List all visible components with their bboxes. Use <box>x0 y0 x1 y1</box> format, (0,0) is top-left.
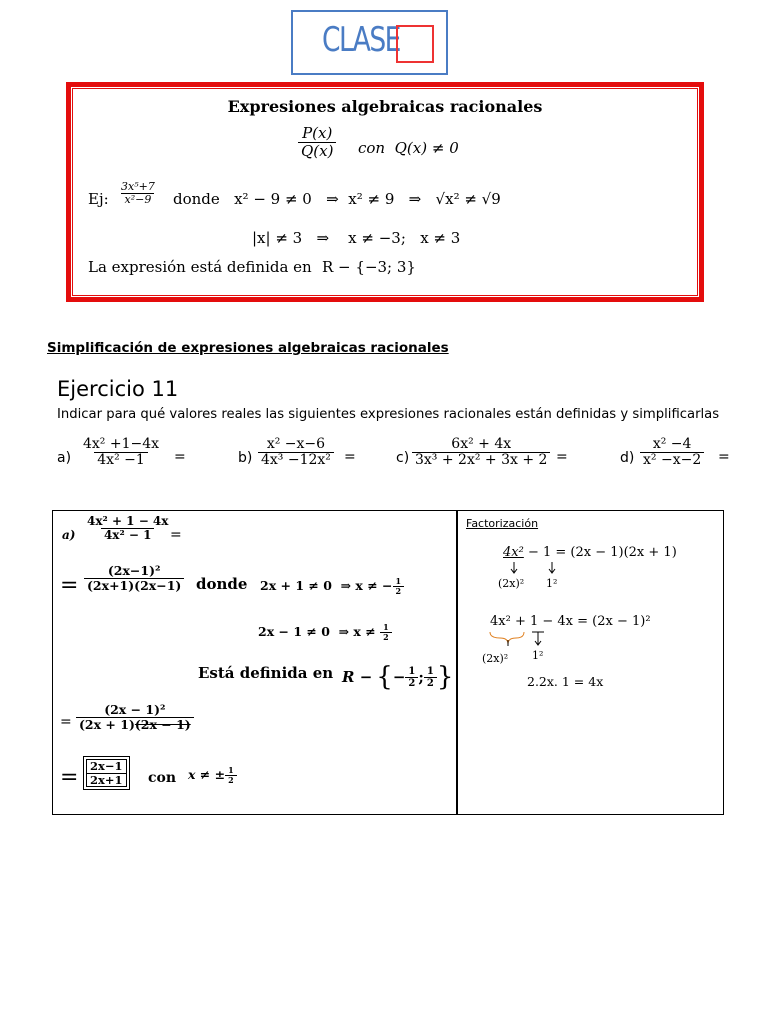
item-a-label: a) <box>57 450 72 466</box>
factor-line-3: 2.2x. 1 = 4x <box>527 674 604 689</box>
factor-line-1-b: − 1 = (2x − 1)(2x + 1) <box>523 545 677 560</box>
item-b-numerator: x² −x−6 <box>266 436 326 452</box>
step2-equals: = <box>60 714 72 730</box>
condition-1-text: 2x + 1 ≠ 0 ⇒ x ≠ − <box>260 577 393 593</box>
solution-table-divider <box>456 510 458 815</box>
factor-line-1-a: 4x² <box>503 545 524 560</box>
item-a-equals: = <box>174 449 186 465</box>
condition-2-half-num: 1 <box>383 622 389 632</box>
result-denominator: 2x+1 <box>87 773 126 787</box>
solution-a-numerator: 4x² + 1 − 4x <box>87 514 169 528</box>
item-c-numerator: 6x² + 4x <box>451 436 512 452</box>
fraction-denominator: Q(x) <box>298 142 336 160</box>
example-denominator: x²−9 <box>121 193 154 206</box>
fraction-numerator: P(x) <box>302 124 333 142</box>
step2-fraction <box>76 703 194 732</box>
item-d-expression <box>640 437 704 469</box>
item-a-numerator: 4x² +1−4x <box>83 436 160 452</box>
result-box <box>86 759 127 787</box>
absolute-value-line: |x| ≠ 3 ⇒ x ≠ −3; x ≠ 3 <box>252 229 461 247</box>
condition-2 <box>258 623 392 642</box>
defined-half-den-1: 2 <box>405 677 418 689</box>
step1-fraction <box>84 564 184 593</box>
final-condition-text: x ≠ ± <box>188 766 226 782</box>
factor-line-1 <box>503 545 677 560</box>
factor-line-2-sub-b: 1² <box>532 649 544 662</box>
defined-set-minus: − <box>392 668 406 686</box>
condition-1 <box>260 577 404 596</box>
final-half-den: 2 <box>225 775 237 785</box>
item-d-numerator: x² −4 <box>652 436 692 452</box>
solution-a-equals: = <box>170 527 182 543</box>
item-d-equals: = <box>718 449 730 465</box>
factor-line-2-sub-a: (2x)² <box>482 652 509 665</box>
example-label: Ej: <box>88 190 109 208</box>
right-brace: } <box>436 662 454 692</box>
step1-denominator: (2x+1)(2x−1) <box>84 578 184 593</box>
item-c-equals: = <box>556 449 568 465</box>
item-c-expression <box>412 437 550 469</box>
defined-half-num-2: 1 <box>426 665 434 677</box>
final-half-num: 1 <box>228 765 234 775</box>
condition-1-half-den: 2 <box>393 586 405 596</box>
factor-line-1-arrows <box>500 560 560 578</box>
example-fraction <box>118 181 158 206</box>
condition-2-text: 2x − 1 ≠ 0 ⇒ x ≠ <box>258 623 376 639</box>
exercise-instruction: Indicar para qué valores reales las siguientes expresiones racionales están definidas y simplificarlas <box>57 407 720 422</box>
step1-numerator: (2x−1)² <box>107 563 161 578</box>
factorization-title: Factorización <box>466 517 539 530</box>
item-b-equals: = <box>344 449 356 465</box>
item-c-denominator: 3x³ + 2x² + 3x + 2 <box>412 452 550 468</box>
defined-set-separator: ; <box>418 668 424 686</box>
final-condition <box>188 766 237 785</box>
domain-text: La expresión está definida en <box>88 258 312 276</box>
defined-set <box>342 662 453 692</box>
clase-logo-word: CLASE <box>322 20 400 60</box>
item-a-denominator: 4x² −1 <box>94 452 148 468</box>
exercise-title: Ejercicio 11 <box>57 377 179 401</box>
definition-title: Expresiones algebraicas racionales <box>227 97 543 116</box>
step2-denominator-a: (2x + 1) <box>79 716 135 732</box>
condition-2-half-den: 2 <box>380 632 392 642</box>
defined-set-prefix: R − <box>342 668 373 686</box>
condition-1-half-num: 1 <box>395 576 402 586</box>
item-d-denominator: x² −x−2 <box>640 452 704 468</box>
factor-line-2-braces <box>488 630 548 650</box>
example-chain: donde x² − 9 ≠ 0 ⇒ x² ≠ 9 ⇒ √x² ≠ √9 <box>173 190 501 208</box>
item-b-label: b) <box>238 450 253 466</box>
defined-half-num-1: 1 <box>408 665 416 677</box>
solution-a-denominator: 4x² − 1 <box>101 528 155 542</box>
solution-a-label: a) <box>62 528 76 542</box>
defined-text: Está definida en <box>198 664 334 682</box>
factor-line-1-sub-b: 1² <box>546 577 558 590</box>
factor-line-2: 4x² + 1 − 4x = (2x − 1)² <box>490 614 651 629</box>
clase-logo-box <box>396 25 434 63</box>
item-b-expression <box>258 437 334 469</box>
item-d-label: d) <box>620 450 635 466</box>
defined-half-den-2: 2 <box>424 677 437 689</box>
definition-fraction <box>298 125 336 159</box>
con-label: con <box>148 770 177 786</box>
item-c-label: c) <box>396 450 410 466</box>
example-numerator: 3x⁵+7 <box>121 180 155 193</box>
definition-condition: con Q(x) ≠ 0 <box>358 139 459 157</box>
domain-set: R − {−3; 3} <box>322 258 416 276</box>
donde-label: donde <box>196 575 248 593</box>
item-a-expression <box>80 437 162 469</box>
step1-equals: = <box>60 573 79 598</box>
factor-line-1-sub-a: (2x)² <box>498 577 525 590</box>
solution-a-fraction <box>84 515 171 542</box>
result-numerator: 2x−1 <box>90 759 123 773</box>
left-brace: { <box>376 662 393 692</box>
step2-numerator: (2x − 1)² <box>104 702 166 717</box>
item-b-denominator: 4x³ −12x² <box>258 452 334 468</box>
section-heading: Simplificación de expresiones algebraicas racionales <box>47 340 449 356</box>
step2-denominator-b-crossed: (2x − 1) <box>134 716 191 732</box>
result-equals: = <box>60 765 79 790</box>
